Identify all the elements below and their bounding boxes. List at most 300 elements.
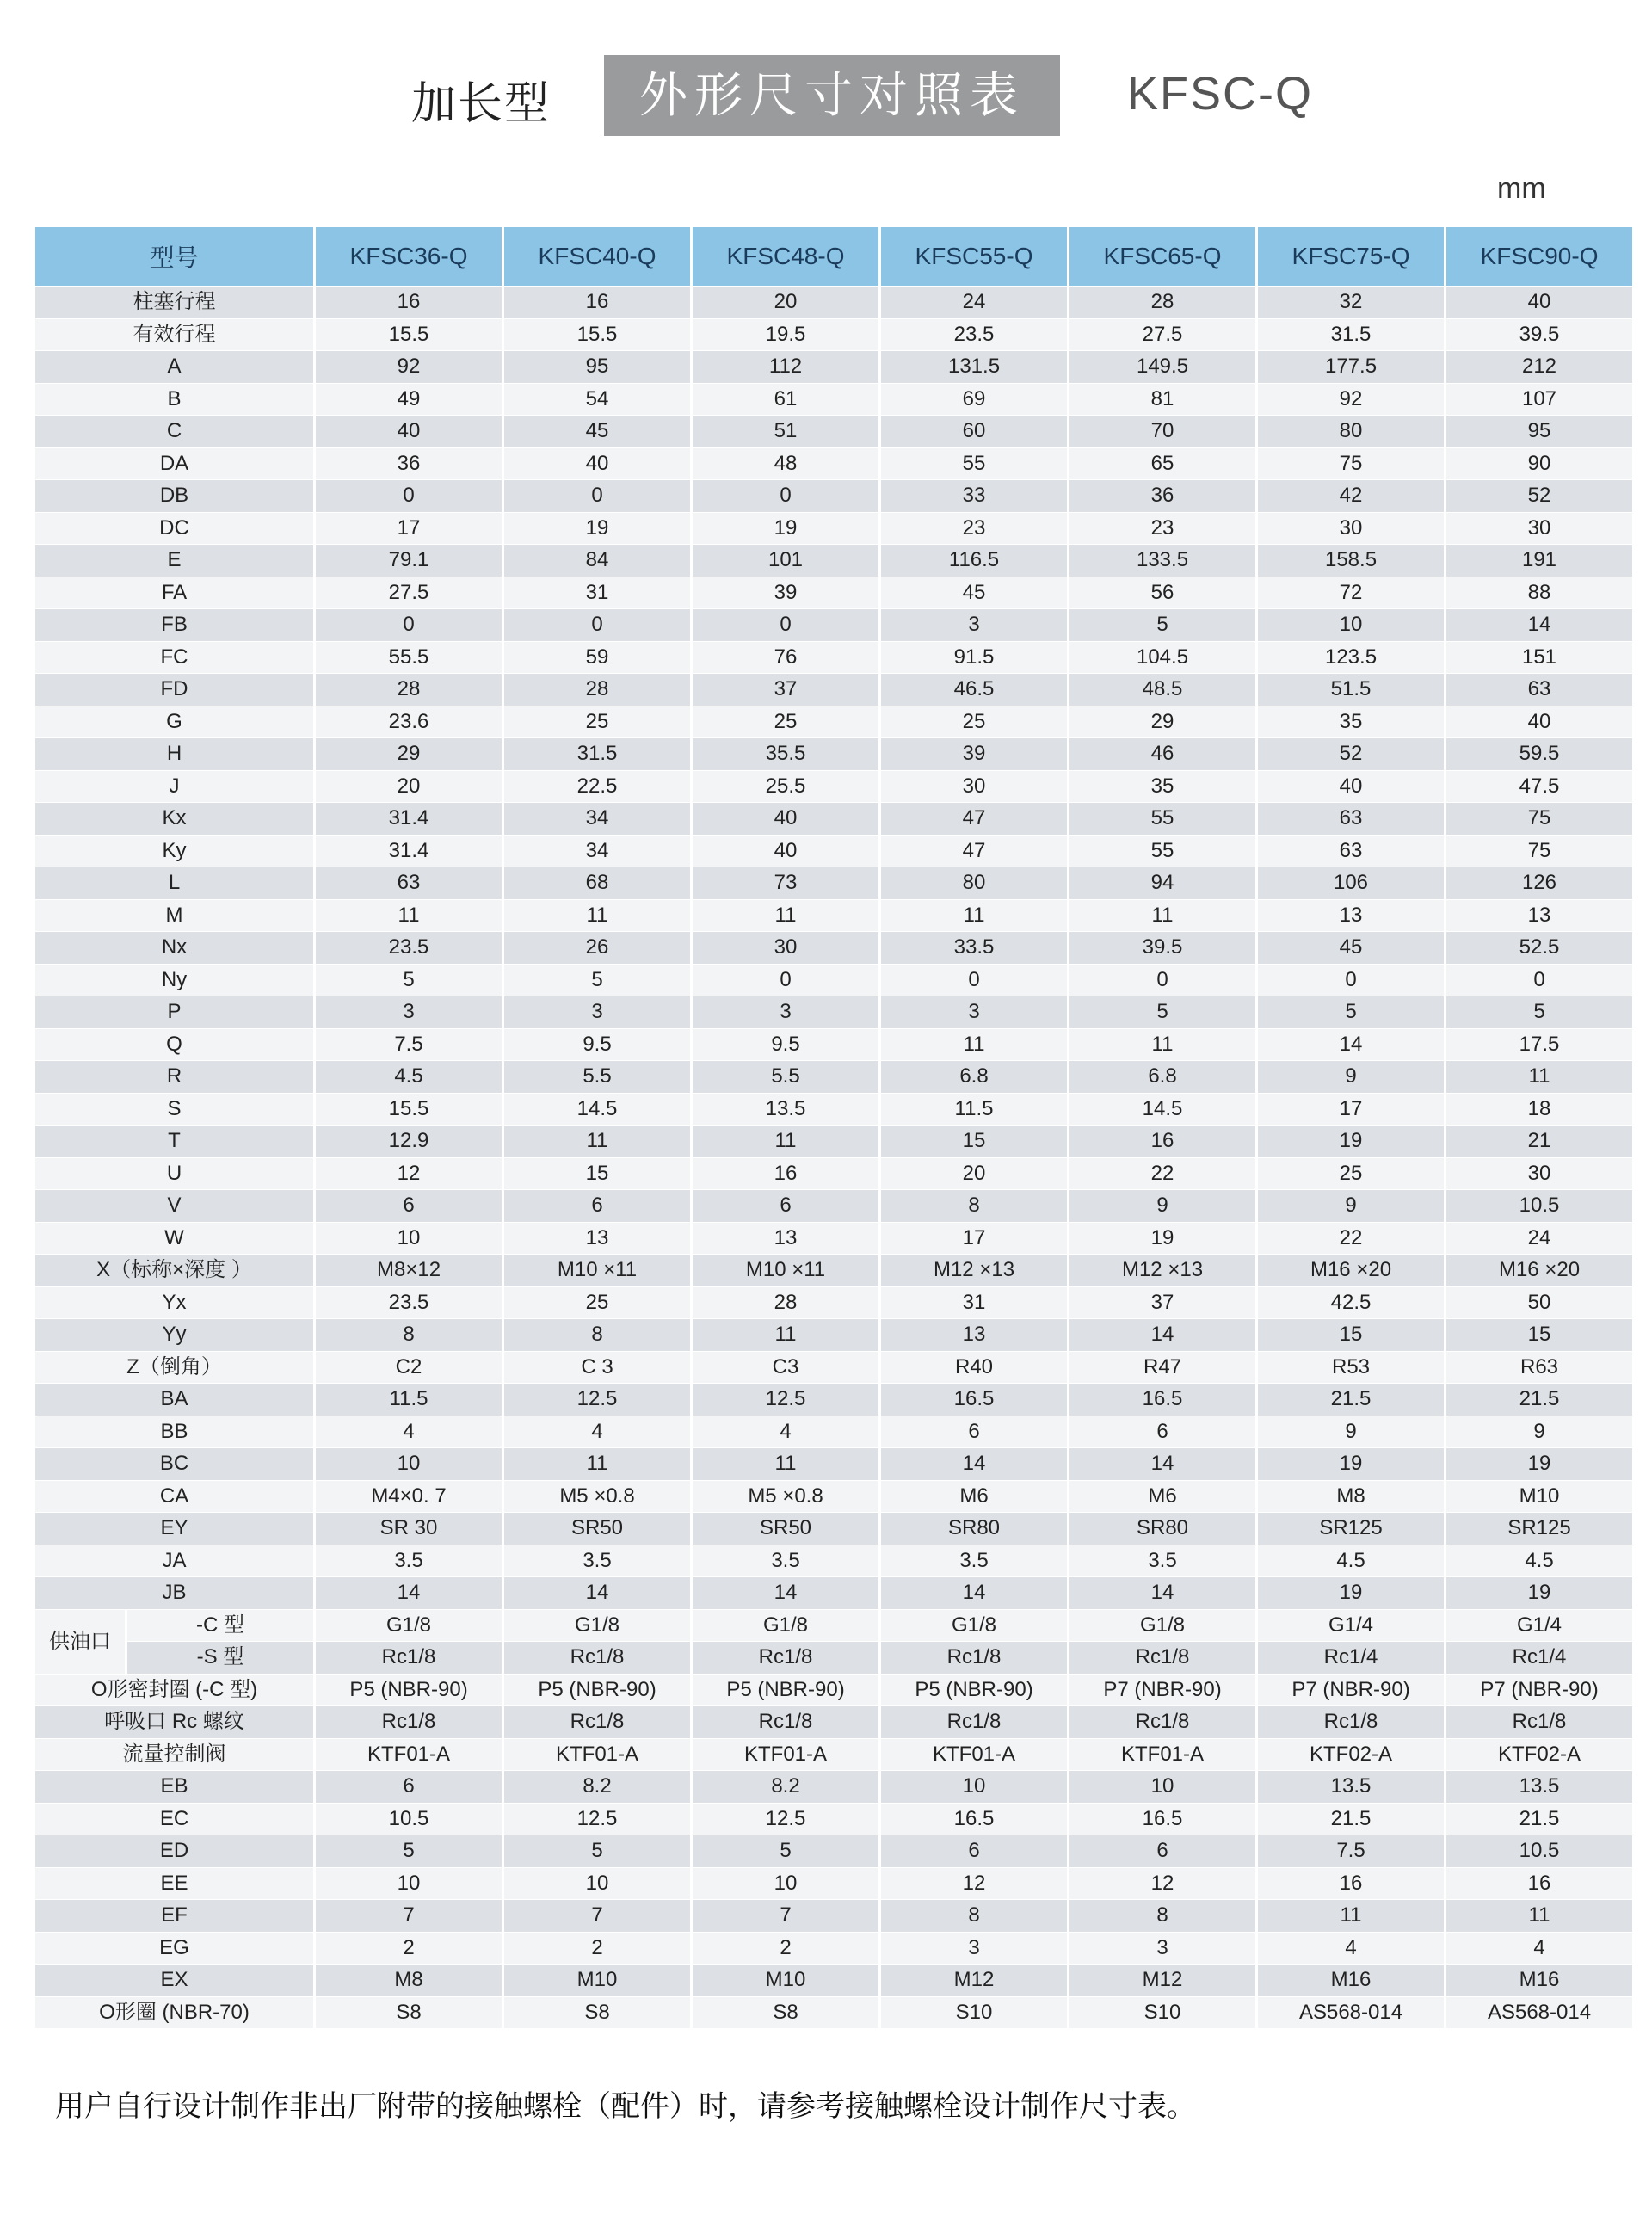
table-cell: 177.5 (1258, 351, 1444, 383)
table-cell: 9 (1258, 1190, 1444, 1222)
table-cell: 6 (693, 1190, 878, 1222)
table-cell: 65 (1069, 448, 1255, 480)
table-cell: 27.5 (1069, 319, 1255, 351)
footer-note: 用户自行设计制作非出厂附带的接触螺栓（配件）时，请参考接触螺栓设计制作尺寸表。 (55, 2090, 1196, 2123)
table-cell: M10 ×11 (693, 1255, 878, 1286)
table-row (35, 706, 1632, 738)
row-label: FA (35, 577, 313, 609)
table-cell: 11 (1069, 1029, 1255, 1061)
table-cell: 4.5 (316, 1061, 502, 1093)
table-cell: 12.5 (693, 1384, 878, 1416)
table-cell: 11 (693, 1126, 878, 1157)
table-cell: 23.5 (881, 319, 1067, 351)
table-cell: P7 (NBR-90) (1446, 1675, 1632, 1706)
table-row (35, 1029, 1632, 1061)
table-cell: 59.5 (1446, 738, 1632, 770)
table-row (35, 1287, 1632, 1319)
table-cell: M16 ×20 (1446, 1255, 1632, 1286)
table-cell: 0 (504, 480, 690, 512)
table-row (35, 448, 1632, 480)
table-cell: 11 (1069, 900, 1255, 932)
table-cell: 92 (1258, 384, 1444, 416)
table-cell: P5 (NBR-90) (693, 1675, 878, 1706)
table-cell: 3.5 (693, 1545, 878, 1577)
row-label: O形密封圈 (-C 型) (35, 1675, 313, 1706)
row-label: R (35, 1061, 313, 1093)
table-cell: 19 (1258, 1126, 1444, 1157)
corner-header: 型号 (35, 227, 313, 286)
table-cell: 10 (881, 1771, 1067, 1803)
row-label: EY (35, 1513, 313, 1545)
table-cell: 5 (504, 1835, 690, 1867)
table-cell: 95 (504, 351, 690, 383)
table-cell: 13 (504, 1223, 690, 1255)
table-cell: Rc1/8 (504, 1642, 690, 1674)
table-cell: SR125 (1258, 1513, 1444, 1545)
table-cell: 3 (504, 996, 690, 1028)
table-cell: 52.5 (1446, 932, 1632, 964)
table-cell: 9 (1258, 1416, 1444, 1448)
table-row (35, 1094, 1632, 1126)
table-row (35, 900, 1632, 932)
table-cell: 47 (881, 836, 1067, 867)
table-cell: 107 (1446, 384, 1632, 416)
row-label: EX (35, 1965, 313, 1996)
table-row (35, 1448, 1632, 1480)
table-row (35, 384, 1632, 416)
table-cell: M10 (1446, 1481, 1632, 1513)
table-cell: 0 (1446, 965, 1632, 996)
table-cell: 13 (693, 1223, 878, 1255)
row-label: Kx (35, 803, 313, 835)
table-cell: 13.5 (1258, 1771, 1444, 1803)
table-cell: S8 (504, 1997, 690, 2029)
table-cell: 37 (1069, 1287, 1255, 1319)
table-cell: S8 (316, 1997, 502, 2029)
table-cell: 131.5 (881, 351, 1067, 383)
table-cell: 5 (316, 1835, 502, 1867)
table-cell: Rc1/4 (1446, 1642, 1632, 1674)
table-cell: 6 (881, 1835, 1067, 1867)
table-cell: 3 (316, 996, 502, 1028)
table-cell: 158.5 (1258, 545, 1444, 577)
table-cell: M8×12 (316, 1255, 502, 1286)
table-cell: Rc1/8 (881, 1706, 1067, 1738)
table-row (35, 1642, 1632, 1674)
table-cell: 19 (504, 513, 690, 545)
table-cell: KTF02-A (1258, 1739, 1444, 1771)
table-cell: 12 (1069, 1868, 1255, 1900)
table-cell: 14 (1258, 1029, 1444, 1061)
table-cell: 22 (1069, 1158, 1255, 1190)
row-sublabel: -C 型 (127, 1610, 313, 1642)
table-cell: 3 (881, 1933, 1067, 1965)
row-label: Yx (35, 1287, 313, 1319)
table-cell: 11 (316, 900, 502, 932)
table-cell: 50 (1446, 1287, 1632, 1319)
oil-supply-label: 供油口 (35, 1610, 125, 1674)
table-cell: 4 (504, 1416, 690, 1448)
table-cell: 40 (316, 416, 502, 447)
table-row (35, 1610, 1632, 1642)
table-cell: P5 (NBR-90) (504, 1675, 690, 1706)
model-series: KFSC-Q (1127, 68, 1314, 120)
table-cell: 6 (316, 1190, 502, 1222)
table-cell: 12 (316, 1158, 502, 1190)
table-cell: R47 (1069, 1352, 1255, 1384)
table-cell: 10 (1069, 1771, 1255, 1803)
table-cell: 95 (1446, 416, 1632, 447)
table-cell: KTF02-A (1446, 1739, 1632, 1771)
table-cell: 17.5 (1446, 1029, 1632, 1061)
table-cell: M10 ×11 (504, 1255, 690, 1286)
table-cell: SR50 (504, 1513, 690, 1545)
table-cell: 7 (504, 1900, 690, 1932)
table-cell: 63 (1258, 803, 1444, 835)
table-cell: 7.5 (316, 1029, 502, 1061)
table-cell: 14 (881, 1448, 1067, 1480)
table-cell: 22.5 (504, 771, 690, 803)
table-cell: 11 (504, 1448, 690, 1480)
table-cell: 3 (1069, 1933, 1255, 1965)
table-row (35, 738, 1632, 770)
table-cell: 30 (1258, 513, 1444, 545)
table-row (35, 480, 1632, 512)
table-cell: 13 (881, 1319, 1067, 1351)
table-cell: 212 (1446, 351, 1632, 383)
table-cell: 42.5 (1258, 1287, 1444, 1319)
table-cell: 61 (693, 384, 878, 416)
table-cell: 10 (316, 1448, 502, 1480)
table-cell: 16 (1446, 1868, 1632, 1900)
model-header: KFSC36-Q (316, 227, 502, 286)
table-row (35, 771, 1632, 803)
table-cell: 6 (1069, 1835, 1255, 1867)
table-row (35, 1997, 1632, 2029)
table-cell: 21.5 (1258, 1804, 1444, 1835)
table-cell: Rc1/8 (1258, 1706, 1444, 1738)
table-cell: 30 (881, 771, 1067, 803)
table-cell: 92 (316, 351, 502, 383)
table-cell: 151 (1446, 642, 1632, 674)
table-row (35, 1061, 1632, 1093)
table-cell: 9 (1069, 1190, 1255, 1222)
row-label: W (35, 1223, 313, 1255)
table-cell: SR 30 (316, 1513, 502, 1545)
table-cell: 11.5 (316, 1384, 502, 1416)
table-cell: 51 (693, 416, 878, 447)
dimension-table (33, 226, 1635, 2029)
table-cell: 12.9 (316, 1126, 502, 1157)
row-label: FC (35, 642, 313, 674)
table-cell: 11.5 (881, 1094, 1067, 1126)
table-cell: 70 (1069, 416, 1255, 447)
table-cell: 3 (693, 996, 878, 1028)
table-row (35, 287, 1632, 318)
table-row (35, 609, 1632, 641)
table-cell: 11 (693, 900, 878, 932)
row-label: Yy (35, 1319, 313, 1351)
table-cell: 75 (1446, 803, 1632, 835)
row-label: U (35, 1158, 313, 1190)
table-cell: M12 ×13 (1069, 1255, 1255, 1286)
table-cell: 63 (316, 867, 502, 899)
table-cell: 10 (316, 1868, 502, 1900)
table-cell: 28 (693, 1287, 878, 1319)
row-label: V (35, 1190, 313, 1222)
table-cell: M12 (881, 1965, 1067, 1996)
table-cell: 54 (504, 384, 690, 416)
table-cell: 4.5 (1258, 1545, 1444, 1577)
table-cell: 23 (881, 513, 1067, 545)
table-cell: 21 (1446, 1126, 1632, 1157)
table-cell: 0 (1258, 965, 1444, 996)
table-row (35, 674, 1632, 706)
row-label: J (35, 771, 313, 803)
table-cell: 19 (1446, 1448, 1632, 1480)
row-label: FB (35, 609, 313, 641)
row-label: Ky (35, 836, 313, 867)
table-row (35, 1126, 1632, 1157)
table-cell: 19 (693, 513, 878, 545)
table-row (35, 351, 1632, 383)
table-row (35, 1255, 1632, 1286)
row-label: BC (35, 1448, 313, 1480)
table-cell: 5.5 (504, 1061, 690, 1093)
table-cell: Rc1/8 (504, 1706, 690, 1738)
table-cell: 6.8 (1069, 1061, 1255, 1093)
table-cell: 5 (504, 965, 690, 996)
table-cell: 6.8 (881, 1061, 1067, 1093)
table-cell: 16.5 (881, 1804, 1067, 1835)
table-cell: 10 (693, 1868, 878, 1900)
table-cell: 51.5 (1258, 674, 1444, 706)
row-label: BA (35, 1384, 313, 1416)
table-row (35, 1190, 1632, 1222)
table-row (35, 1158, 1632, 1190)
table-cell: 8 (881, 1900, 1067, 1932)
model-header: KFSC75-Q (1258, 227, 1444, 286)
table-cell: 3.5 (1069, 1545, 1255, 1577)
row-label: EG (35, 1933, 313, 1965)
table-cell: 25 (881, 706, 1067, 738)
table-cell: 11 (881, 900, 1067, 932)
table-cell: 32 (1258, 287, 1444, 318)
table-cell: 35.5 (693, 738, 878, 770)
table-cell: 56 (1069, 577, 1255, 609)
row-label: C (35, 416, 313, 447)
table-cell: 88 (1446, 577, 1632, 609)
table-row (35, 577, 1632, 609)
table-row (35, 1416, 1632, 1448)
table-cell: 36 (1069, 480, 1255, 512)
table-cell: 16.5 (881, 1384, 1067, 1416)
table-cell: 16.5 (1069, 1384, 1255, 1416)
table-cell: 25 (693, 706, 878, 738)
table-cell: 15 (1446, 1319, 1632, 1351)
table-row (35, 1933, 1632, 1965)
table-cell: 55 (881, 448, 1067, 480)
table-cell: 90 (1446, 448, 1632, 480)
table-row (35, 1352, 1632, 1384)
table-cell: 191 (1446, 545, 1632, 577)
table-cell: 29 (1069, 706, 1255, 738)
table-cell: 6 (504, 1190, 690, 1222)
row-label: CA (35, 1481, 313, 1513)
table-row (35, 1577, 1632, 1609)
row-label: JB (35, 1577, 313, 1609)
table-cell: C 3 (504, 1352, 690, 1384)
table-cell: 19 (1258, 1577, 1444, 1609)
table-cell: 15 (1258, 1319, 1444, 1351)
table-cell: 14.5 (1069, 1094, 1255, 1126)
table-cell: 39.5 (1446, 319, 1632, 351)
table-row (35, 513, 1632, 545)
table-cell: 10 (504, 1868, 690, 1900)
table-cell: 0 (881, 965, 1067, 996)
table-cell: 15 (881, 1126, 1067, 1157)
table-cell: 5 (1069, 609, 1255, 641)
table-row (35, 1513, 1632, 1545)
table-cell: 63 (1258, 836, 1444, 867)
table-cell: M6 (1069, 1481, 1255, 1513)
table-cell: 116.5 (881, 545, 1067, 577)
table-cell: 23 (1069, 513, 1255, 545)
table-cell: 11 (693, 1319, 878, 1351)
table-cell: 23.6 (316, 706, 502, 738)
table-cell: 12.5 (504, 1804, 690, 1835)
table-cell: 80 (881, 867, 1067, 899)
table-cell: M6 (881, 1481, 1067, 1513)
table-cell: 101 (693, 545, 878, 577)
table-cell: 17 (316, 513, 502, 545)
table-cell: 31.5 (1258, 319, 1444, 351)
table-cell: 9 (1446, 1416, 1632, 1448)
table-cell: M5 ×0.8 (504, 1481, 690, 1513)
table-cell: R53 (1258, 1352, 1444, 1384)
table-cell: 0 (504, 609, 690, 641)
table-cell: 133.5 (1069, 545, 1255, 577)
model-header: KFSC90-Q (1446, 227, 1632, 286)
table-cell: G1/8 (881, 1610, 1067, 1642)
table-cell: 28 (316, 674, 502, 706)
table-cell: M16 (1446, 1965, 1632, 1996)
variant-label: 加长型 (411, 79, 552, 129)
table-cell: 21.5 (1446, 1804, 1632, 1835)
table-cell: 13 (1258, 900, 1444, 932)
table-cell: 16 (504, 287, 690, 318)
model-header: KFSC40-Q (504, 227, 690, 286)
table-row (35, 1706, 1632, 1738)
table-cell: Rc1/8 (693, 1642, 878, 1674)
table-cell: 104.5 (1069, 642, 1255, 674)
table-cell: SR125 (1446, 1513, 1632, 1545)
table-cell: 18 (1446, 1094, 1632, 1126)
table-row (35, 1223, 1632, 1255)
table-cell: 17 (881, 1223, 1067, 1255)
table-cell: 72 (1258, 577, 1444, 609)
table-cell: M5 ×0.8 (693, 1481, 878, 1513)
table-cell: 16 (1069, 1126, 1255, 1157)
table-cell: 39 (881, 738, 1067, 770)
table-cell: 25 (504, 1287, 690, 1319)
table-cell: 21.5 (1446, 1384, 1632, 1416)
table-cell: 8.2 (504, 1771, 690, 1803)
table-cell: 81 (1069, 384, 1255, 416)
table-cell: KTF01-A (316, 1739, 502, 1771)
table-cell: 3.5 (316, 1545, 502, 1577)
row-label: EB (35, 1771, 313, 1803)
row-label: S (35, 1094, 313, 1126)
row-label: Q (35, 1029, 313, 1061)
table-cell: 60 (881, 416, 1067, 447)
table-cell: 11 (1446, 1900, 1632, 1932)
table-cell: 14 (693, 1577, 878, 1609)
table-cell: 149.5 (1069, 351, 1255, 383)
table-row (35, 867, 1632, 899)
table-cell: 42 (1258, 480, 1444, 512)
table-cell: 10.5 (1446, 1835, 1632, 1867)
table-cell: Rc1/8 (881, 1642, 1067, 1674)
row-label: EE (35, 1868, 313, 1900)
table-cell: AS568-014 (1258, 1997, 1444, 2029)
table-cell: 7 (693, 1900, 878, 1932)
table-cell: 2 (504, 1933, 690, 1965)
row-sublabel: -S 型 (127, 1642, 313, 1674)
table-cell: 12 (881, 1868, 1067, 1900)
table-cell: 0 (693, 480, 878, 512)
table-cell: 13.5 (693, 1094, 878, 1126)
table-cell: 5 (1446, 996, 1632, 1028)
table-row (35, 803, 1632, 835)
table-row (35, 545, 1632, 577)
table-cell: 14 (881, 1577, 1067, 1609)
table-cell: 40 (693, 836, 878, 867)
table-row (35, 996, 1632, 1028)
table-cell: S10 (1069, 1997, 1255, 2029)
table-cell: 2 (316, 1933, 502, 1965)
table-cell: 31.4 (316, 836, 502, 867)
table-cell: 4 (316, 1416, 502, 1448)
table-cell: 46.5 (881, 674, 1067, 706)
table-cell: 34 (504, 836, 690, 867)
table-cell: 4 (1258, 1933, 1444, 1965)
table-cell: 47 (881, 803, 1067, 835)
row-label: M (35, 900, 313, 932)
table-cell: 8 (1069, 1900, 1255, 1932)
table-cell: 91.5 (881, 642, 1067, 674)
table-cell: 40 (1258, 771, 1444, 803)
table-cell: 73 (693, 867, 878, 899)
table-cell: 11 (881, 1029, 1067, 1061)
table-cell: KTF01-A (693, 1739, 878, 1771)
table-cell: M16 ×20 (1258, 1255, 1444, 1286)
row-label: B (35, 384, 313, 416)
table-cell: 40 (504, 448, 690, 480)
table-cell: 0 (316, 609, 502, 641)
table-cell: 5 (316, 965, 502, 996)
row-label: H (35, 738, 313, 770)
table-cell: 16 (1258, 1868, 1444, 1900)
table-cell: 14 (1069, 1577, 1255, 1609)
table-cell: 3.5 (881, 1545, 1067, 1577)
row-label: FD (35, 674, 313, 706)
table-cell: 20 (316, 771, 502, 803)
unit-label: mm (1497, 172, 1546, 205)
table-cell: 33 (881, 480, 1067, 512)
row-label: O形圈 (NBR-70) (35, 1997, 313, 2029)
table-header-row (35, 227, 1632, 286)
